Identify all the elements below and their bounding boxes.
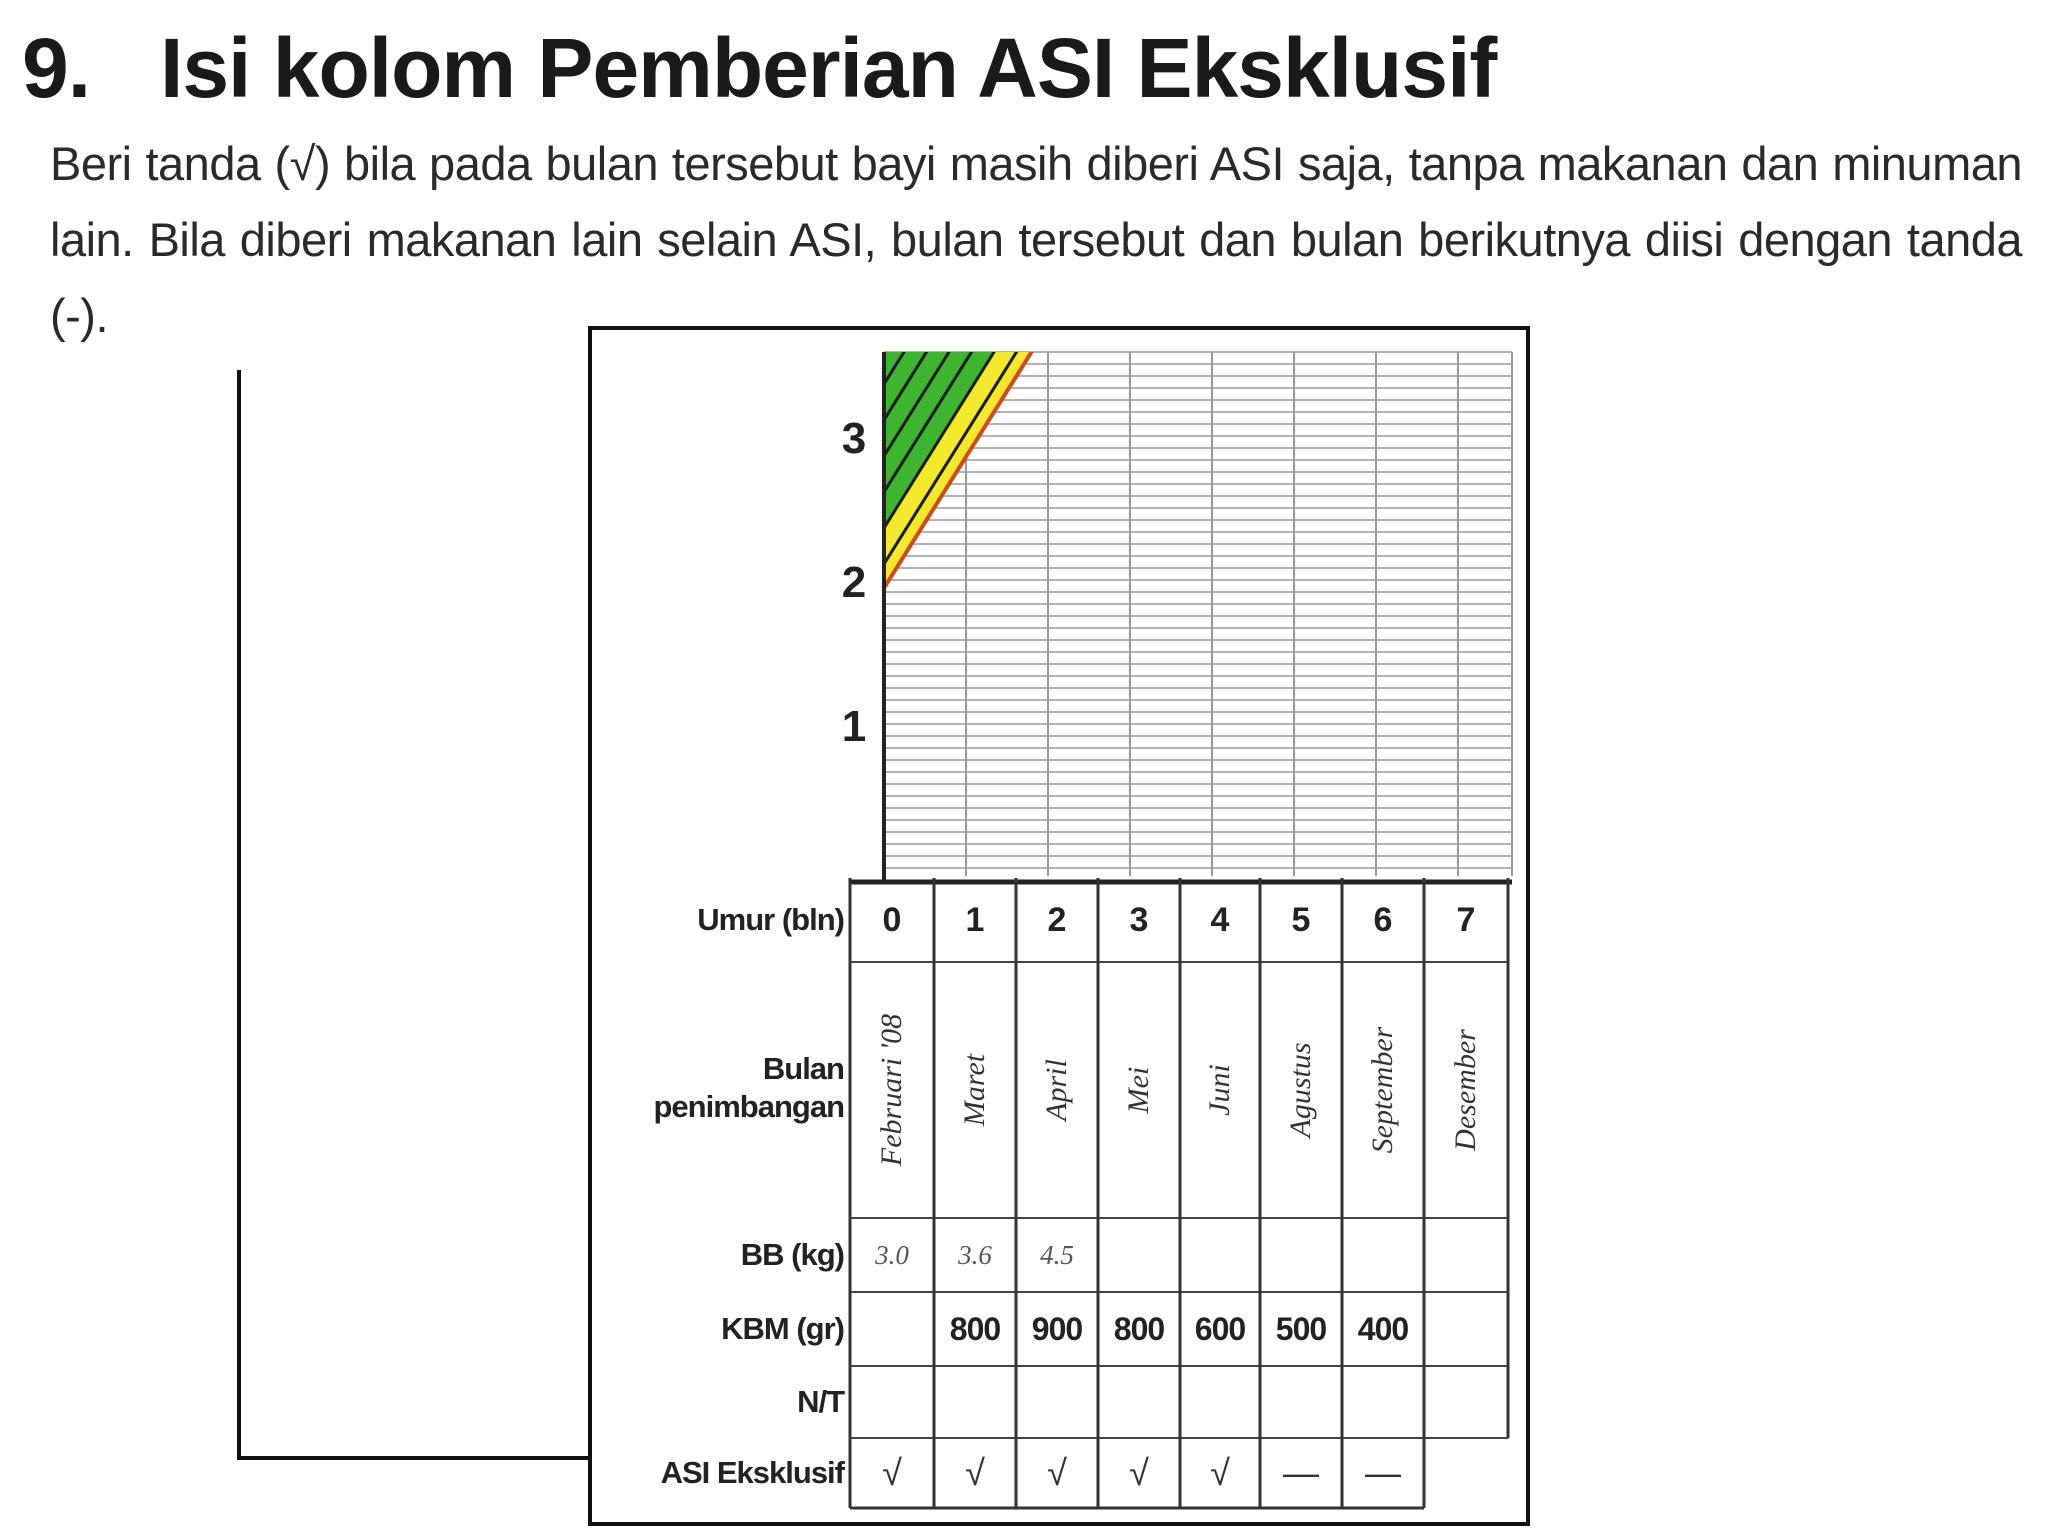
- age-cell: 0: [882, 900, 902, 939]
- age-cell: 7: [1456, 900, 1476, 939]
- month-cell: April: [1040, 1059, 1073, 1121]
- kbm-cell: 500: [1275, 1310, 1327, 1347]
- y-tick-label: 2: [841, 558, 867, 607]
- month-cell: Maret: [958, 1053, 991, 1127]
- bb-cell: 4.5: [1040, 1239, 1074, 1270]
- asi-cell: √: [1210, 1452, 1230, 1493]
- month-cell: Desember: [1449, 1029, 1482, 1151]
- section-number: 9.: [22, 21, 91, 115]
- month-cell: September: [1366, 1026, 1399, 1154]
- row-label-month: [653, 1050, 844, 1126]
- age-cell: 1: [965, 900, 985, 939]
- row-label-asi: ASI Eksklusif: [660, 1455, 844, 1490]
- kbm-cell: 600: [1194, 1310, 1246, 1347]
- band-group: [884, 330, 1184, 588]
- month-cell: Agustus: [1284, 1042, 1317, 1138]
- age-cell: 6: [1373, 900, 1393, 939]
- kbm-cell: 800: [949, 1310, 1001, 1347]
- age-cell: 4: [1210, 900, 1230, 939]
- asi-cell: √: [1047, 1452, 1067, 1493]
- row-label-line: Bulan: [762, 1051, 844, 1086]
- asi-cell: √: [1129, 1452, 1149, 1493]
- row-label-kbm: KBM (gr): [721, 1311, 844, 1346]
- asi-cell: —: [1365, 1452, 1401, 1493]
- asi-cell: —: [1283, 1452, 1319, 1493]
- month-cell: Mei: [1122, 1066, 1155, 1114]
- asi-cell: √: [882, 1452, 902, 1493]
- row-label-bb: BB (kg): [740, 1237, 844, 1272]
- kbm-cell: 800: [1113, 1310, 1165, 1347]
- bb-cell: 3.6: [958, 1239, 992, 1270]
- kbm-cell: 400: [1357, 1310, 1409, 1347]
- row-label-line: penimbangan: [653, 1089, 844, 1124]
- bb-cell: 3.0: [875, 1239, 909, 1270]
- instruction-paragraph: Beri tanda (√) bila pada bulan tersebut bayi masih diberi ASI saja, tanpa makanan dan minuman lain. Bila diberi makanan lain selain ASI, bulan tersebut dan bulan berikutnya diisi dengan tanda (-).: [50, 137, 2022, 342]
- month-cell: Juni: [1203, 1064, 1236, 1116]
- asi-cell: √: [965, 1452, 985, 1493]
- kms-card: [588, 326, 1530, 1526]
- y-tick-label: 3: [841, 414, 867, 463]
- age-cell: 5: [1291, 900, 1311, 939]
- age-cell: 2: [1047, 900, 1067, 939]
- section-title: Isi kolom Pemberian ASI Eksklusif: [160, 21, 1497, 115]
- age-cell: 3: [1129, 900, 1149, 939]
- y-tick-label: 1: [841, 702, 867, 751]
- kbm-cell: 900: [1031, 1310, 1083, 1347]
- row-label-age: Umur (bln): [697, 902, 844, 937]
- row-label-nt: N/T: [797, 1384, 844, 1419]
- month-cell: Februari '08: [875, 1013, 908, 1167]
